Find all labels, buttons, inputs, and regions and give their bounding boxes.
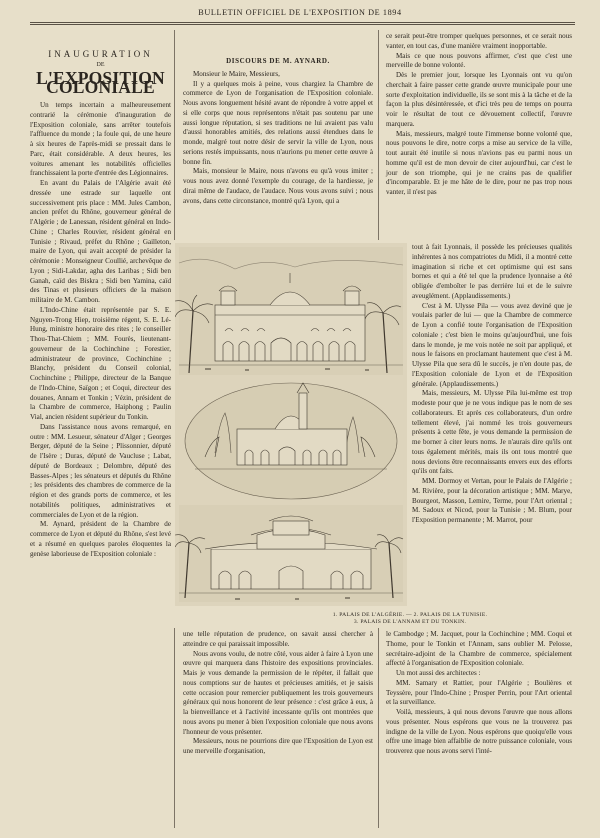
running-head: BULLETIN OFFICIEL DE L'EXPOSITION DE 1894	[198, 8, 402, 17]
article-title: L'EXPOSITION COLONIALE	[36, 67, 165, 98]
middle-column	[183, 55, 373, 206]
speech-salutation: Monsieur le Maire, Messieurs,	[193, 69, 280, 78]
palace-annam-tonkin-engraving	[175, 505, 403, 602]
right-column-wrap	[412, 243, 572, 526]
article-paragraph: Un temps incertain a malheureusement contrarié la cérémonie d'inauguration de l'Exposition coloniale, sans arrêter toutefois l'affluence du monde ; la foule qui, de une heure à six heures de l'après-midi se pressait dans le Parc, était considérable. A deux heures, les voitures amenant les notabilités officielles franchissaient la porte d'entrée des Légionnaires.	[30, 101, 171, 178]
speech-paragraph: Messieurs, nous ne pourrions dire que l'Exposition de Lyon est une merveille d'organisation,	[183, 737, 373, 755]
speech-paragraph: MM. Dormoy et Vertan, pour le Palais de l'Algérie ; M. Rivière, pour la décoration artistique ; MM. Marye, Bourgeot, Masson, Lemire, Terme, pour l'Art oriental ; M. Sadoux et Nicod, pour la Tunisie ; M. Blum, pour l'Exposition permanente ; M. Marrot, pour	[412, 477, 572, 524]
speech-paragraph: ce serait peut-être tromper quelques personnes, et ce serait nous vanter, en tout cas, d'une manière vraiment inopportable.	[386, 32, 572, 50]
right-column-top	[386, 32, 572, 198]
speech-paragraph: Il y a quelques mois à peine, vous chargiez la Chambre de commerce de Lyon de l'organisation de l'Exposition coloniale. Nous avons longuement hésité avant de répondre à votre appel et si elle corps que nous représentons n'était pas soutenu par une aussi longue réputation, si ses traditions ne lui avaient pas valu d'aussi honorables amitiés, des relations aussi étendues dans le monde, malgré tout notre désir de servir la ville de Lyon, nous serions restés impuissants, nous n'aurions pu mener cette œuvre à bonne fin.	[183, 79, 373, 166]
speech-paragraph: C'est à M. Ulysse Pila — vous avez deviné que je voulais parler de lui — que la Chambre de commerce de Lyon a confié toute l'organisation de l'Exposition coloniale ; c'est bien le moins qu'aujourd'hui, une fois dans le monde, je me vois notée ne soit par appliqué, et nous le faisons en proclamant hautement que c'est à M. Ulysse Pila que sera dû le succès, je n'en doute pas, de l'Exposition coloniale de Lyon et de l'Exposition générale. (Applaudissements.)	[412, 301, 572, 388]
palace-algeria-engraving	[175, 247, 403, 375]
speech-paragraph: le Cambodge ; M. Jacquet, pour la Cochinchine ; MM. Coqui et Thome, pour le Tonkin et l'Annam, sans oublier M. Pelosse, secrétaire-adjoint de la Chambre de commerce, spécialement affecté à l'organisation de l'Exposition coloniale.	[386, 630, 572, 668]
speech-paragraph: MM. Samary et Rattier, pour l'Algérie ; Boulières et Teyssère, pour l'Indo-Chine ; Prosper Perrin, pour l'Art oriental et la surveillance.	[386, 678, 572, 707]
header-rule	[30, 22, 575, 23]
article-kicker-de: DE	[96, 61, 105, 68]
speech-heading: DISCOURS DE M. AYNARD.	[226, 57, 330, 65]
speech-paragraph: Mais, messieurs, M. Ulysse Pila lui-même est trop modeste pour que je ne vous indique pas le nom de ses collaborateurs. Et après ces collaborateurs, d'un ordre tellement élevé, j'ai nommé les trois gouverneurs présents à cette fête, je vous demande la permission de me borner à citer leurs noms. Je n'aurais dire qu'ils ont tous également mérités, mais ils ont tous montré que nous devions être reconnaissants envers eux des efforts qu'ils ont faits.	[412, 389, 572, 476]
speech-paragraph: une telle réputation de prudence, on savait aussi chercher à atteindre ce qui paraissait impossible.	[183, 630, 373, 648]
speech-paragraph: Voilà, messieurs, à qui nous devons l'œuvre que nous allons vous présenter. Nous espérons que vous ne la trouverez pas indigne de la ville de Lyon. Nous espérons que quoiqu'elle vous offre une image bien affaiblie de notre puissance coloniale, vous trouverez que nous avons servi l'inté-	[386, 708, 572, 755]
column-divider	[174, 30, 175, 240]
engraving-svg	[175, 243, 407, 606]
left-column	[30, 46, 171, 559]
middle-column-bottom	[183, 630, 373, 757]
article-paragraph: En avant du Palais de l'Algérie avait été dressée une estrade sur laquelle ont successivement pris place : MM. Jules Cambon, ancien préfet du Rhône, gouverneur général de l'Algérie ; de Lanessan, résident général en Indo-Chine ; Charles Rouvier, résident général en Tunisie ; Rivaud, préfet du Rhône ; Gailleton, maire de Lyon, qui avait accepté de présider la cérémonie : Monseigneur Coullié, archevêque de Lyon ; Sidi-Lakdar, agha des Laribas ; Sidi ben Ganah, caïd des Biskra ; Sidi ben Yamina, caïd des Tinas et plusieurs officiers de la maison militaire de M. Cambon.	[30, 179, 171, 304]
article-kicker: INAUGURATION	[48, 49, 153, 59]
column-divider	[378, 628, 379, 828]
speech-paragraph: Mais ce que nous pouvons affirmer, c'est que c'est une merveille de bonne volonté.	[386, 51, 572, 70]
caption-line: 1. PALAIS DE L'ALGÉRIE. — 2. PALAIS DE LA TUNISIE.	[332, 612, 488, 618]
right-column-bottom	[386, 630, 572, 757]
palace-tunisia-engraving	[185, 383, 397, 499]
speech-paragraph: Dès le premier jour, lorsque les Lyonnais ont vu qu'on cherchait à faire passer cette grande œuvre municipale pour une sorte d'exploitation individuelle, ils se sont mis à la tâche et de la façon la plus désintéressée, et d'ici très peu de temps on pourra voir le résultat de tout ce dévouement collectif, l'œuvre marquera.	[386, 71, 572, 128]
illustration-palaces	[175, 243, 407, 606]
speech-paragraph: Mais, messieurs, malgré toute l'immense bonne volonté que, nous pouvons le dire, notre corps a mise au service de la ville, tout aurait été inutile si nous n'avions pas eu parmi nous un homme qu'il est de mon devoir de citer aujourd'hui, car c'est le jour de son triomphe, qui je ne crains pas de qualifier d'incomparable. Et je me hâte de le dire, pour ne pas trop nous vanter, il n'est pas	[386, 129, 572, 196]
speech-paragraph: Mais, monsieur le Maire, nous n'avons eu qu'à vous imiter ; vous nous avez donné l'exemple du courage, de la hardiesse, je dirai même de l'audace, de l'audace. Nous vous avons suivi ; nous avons, dans cette circonstance, montré qu'à Lyon, qui a	[183, 167, 373, 205]
caption-line: 3. PALAIS DE L'ANNAM ET DU TONKIN.	[353, 619, 467, 625]
speech-paragraph: tout à fait Lyonnais, il possède les précieuses qualités inhérentes à nos compatriotes du Midi, il a montré cette imagination si riche et cet optimisme qui est sans bornes et qui a été tel que la prudence lyonnaise a été obligée d'emboîter le pas derrière lui et de le suivre aveuglément. (Applaudissements.)	[412, 243, 572, 300]
header-rule-double	[30, 24, 575, 25]
article-paragraph: M. Aynard, président de la Chambre de commerce de Lyon et député du Rhône, s'est levé et a résumé en quelques paroles éloquentes la genèse laborieuse de l'Exposition coloniale :	[30, 520, 171, 558]
speech-paragraph: Un mot aussi des architectes :	[396, 669, 481, 677]
column-divider	[174, 628, 175, 828]
speech-paragraph: Nous avons voulu, de notre côté, vous aider à faire à Lyon une œuvre qui marquera dans l'histoire des expositions provinciales. Mais je vous demande la permission de le répéter, il fallait que nous comptions sur de hautes et précieuses amitiés, et je saisis cette occasion pour remercier publiquement les trois gouverneurs généraux qui nous honorent de leur présence : c'est grâce à eux, à la bienveillance et à l'activité incessante qu'ils ont montrées que nous avons pu mener à bien l'exposition coloniale que nous avons l'honneur de vous présenter.	[183, 649, 373, 736]
figure-caption	[250, 612, 570, 626]
column-divider	[378, 30, 379, 240]
article-paragraph: L'Indo-Chine était représentée par S. E. Nguyen-Trong Hiep, troisième régent, S. E. Lé-Hung, ministre honoraire des rites ; le conseiller Thou-That-Chiem ; MM. Fourès, lieutenant-gouverneur de la Cochinchine ; Forestier, administrateur de province, Cochinchine ; Blanchy, président du Conseil colonial, Cochinchine ; Philippe, directeur de la Banque de l'Indo-Chine, Saïgon ; et Coqui, directeur des douanes, Annam et Tonkin ; Vézin, président de la Chambre de commerce, Haiphong ; Paulin Vial, ancien résident supérieur du Tonkin.	[30, 305, 171, 421]
article-paragraph: Dans l'assistance nous avons remarqué, en outre : MM. Lesueur, sénateur d'Alger ; Georges Berger, député de la Seine ; Plissonnier, député de l'Isère ; Duras, député de Vaucluse ; Labat, député de Bordeaux ; Delombre, député des Basses-Alpes ; les sénateurs et députés du Rhône ; les présidents des chambres de commerce de la région et des grands ports de commerce, et les notabilités politiques, administratives et commerciales de Lyon et de la région.	[30, 422, 171, 519]
